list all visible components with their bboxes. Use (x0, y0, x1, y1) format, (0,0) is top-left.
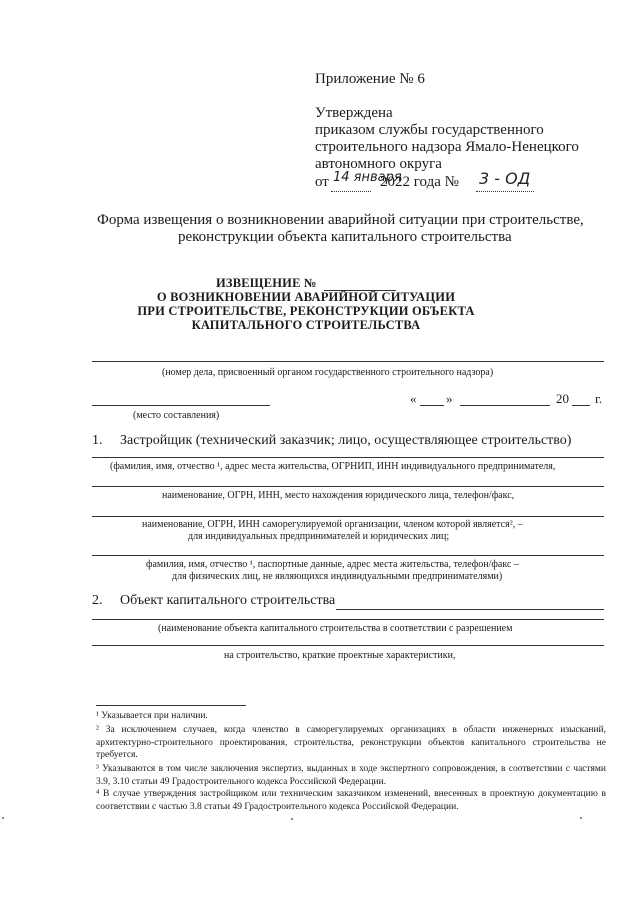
section-2-title: Объект капитального строительства (120, 593, 336, 608)
order-line-2: строительного надзора Ямало-Ненецкого (315, 139, 579, 155)
case-number-line (92, 361, 604, 362)
footnote-1: ¹ Указывается при наличии. (96, 711, 208, 721)
year-prefix: 20 (556, 391, 569, 406)
notice-title-line-2: О ВОЗНИКНОВЕНИИ АВАРИЙНОЙ СИТУАЦИИ (156, 290, 456, 304)
section-1-title: Застройщик (технический заказчик; лицо, осуществляющее строительство) (120, 433, 572, 448)
section-1-line-3 (92, 516, 604, 517)
section-2-caption-1: (наименование объекта капитального строительства в соответствии с разрешением (158, 623, 513, 634)
scan-speck (2, 817, 4, 819)
notice-title-line-3: ПРИ СТРОИТЕЛЬСТВЕ, РЕКОНСТРУКЦИИ ОБЪЕКТА (137, 304, 475, 318)
quote-open: « (410, 391, 417, 406)
notice-number-label: ИЗВЕЩЕНИЕ № (215, 276, 317, 290)
footnote-separator (96, 705, 246, 706)
form-title-line-2: реконструкции объекта капитального строительства (178, 229, 512, 245)
order-line-3: автономного округа (315, 156, 442, 172)
footnote-2: ² За исключением случаев, когда членство в саморегулируемых организациях в области инженерных изысканий, архитектурно-строительного проектирования, строительства, реконструкции объектов капитального строительства не требуется. (96, 725, 606, 760)
section-2-title-line (336, 609, 604, 610)
section-2-line-2 (92, 645, 604, 646)
quote-close: » (446, 391, 453, 406)
place-caption: (место составления) (133, 410, 220, 421)
handwritten-number: 3 - ОД (479, 169, 531, 188)
notice-title-line-4: КАПИТАЛЬНОГО СТРОИТЕЛЬСТВА (191, 318, 421, 332)
section-1-caption-1: (фамилия, имя, отчество ¹, адрес места жительства, ОГРНИП, ИНН индивидуального предпринимателя, (110, 461, 556, 472)
section-1-caption-6: для физических лиц, не являющихся индивидуальными предпринимателями) (172, 571, 503, 582)
approved-label: Утверждена (315, 105, 393, 121)
day-blank (420, 405, 444, 406)
form-title-line-1: Форма извещения о возникновении аварийной ситуации при строительстве, (97, 212, 584, 228)
date-suffix: 2022 года № (380, 174, 459, 190)
appendix-label: Приложение № 6 (315, 71, 425, 87)
date-prefix: от (315, 174, 329, 190)
case-number-caption: (номер дела, присвоенный органом государственного строительного надзора) (162, 367, 494, 378)
footnote-3: ³ Указываются в том числе заключения экспертиз, выданных в ходе экспертного сопровождения, в соответствии с частями 3.9, 3.10 статьи 49 Градостроительного кодекса Российской Федерации. (96, 764, 606, 787)
order-line-1: приказом службы государственного (315, 122, 544, 138)
number-underline (476, 191, 534, 192)
year-blank (572, 405, 590, 406)
footnote-4: ⁴ В случае утверждения застройщиком или техническим заказчиком изменений, внесенных в проектную документацию в соответствии с частью 3.8 статьи 49 Градостроительного кодекса Российской Федерации. (96, 789, 606, 812)
month-blank (460, 405, 550, 406)
handwritten-date: 14 января (333, 170, 402, 185)
section-1-caption-2: наименование, ОГРН, ИНН, место нахождения юридического лица, телефон/факс, (162, 490, 515, 501)
section-2-caption-2: на строительство, краткие проектные характеристики, (224, 650, 456, 661)
section-1-line-1 (92, 457, 604, 458)
section-1-caption-5: фамилия, имя, отчество ¹, паспортные данные, адрес места жительства, телефон/факс – (146, 559, 519, 570)
section-1-line-2 (92, 486, 604, 487)
section-1-line-4 (92, 555, 604, 556)
scan-speck (580, 817, 582, 819)
section-1-number: 1. (92, 433, 103, 448)
section-2-number: 2. (92, 593, 103, 608)
section-2-line-1 (92, 619, 604, 620)
section-1-caption-4: для индивидуальных предпринимателей и юридических лиц; (188, 531, 450, 542)
date-underline (331, 191, 371, 192)
section-1-caption-3: наименование, ОГРН, ИНН саморегулируемой организации, членом которой является², – (142, 519, 523, 530)
year-suffix: г. (595, 391, 603, 406)
scan-speck (291, 818, 293, 820)
notice-title-line-1 (0, 276, 626, 291)
place-line (92, 405, 270, 406)
